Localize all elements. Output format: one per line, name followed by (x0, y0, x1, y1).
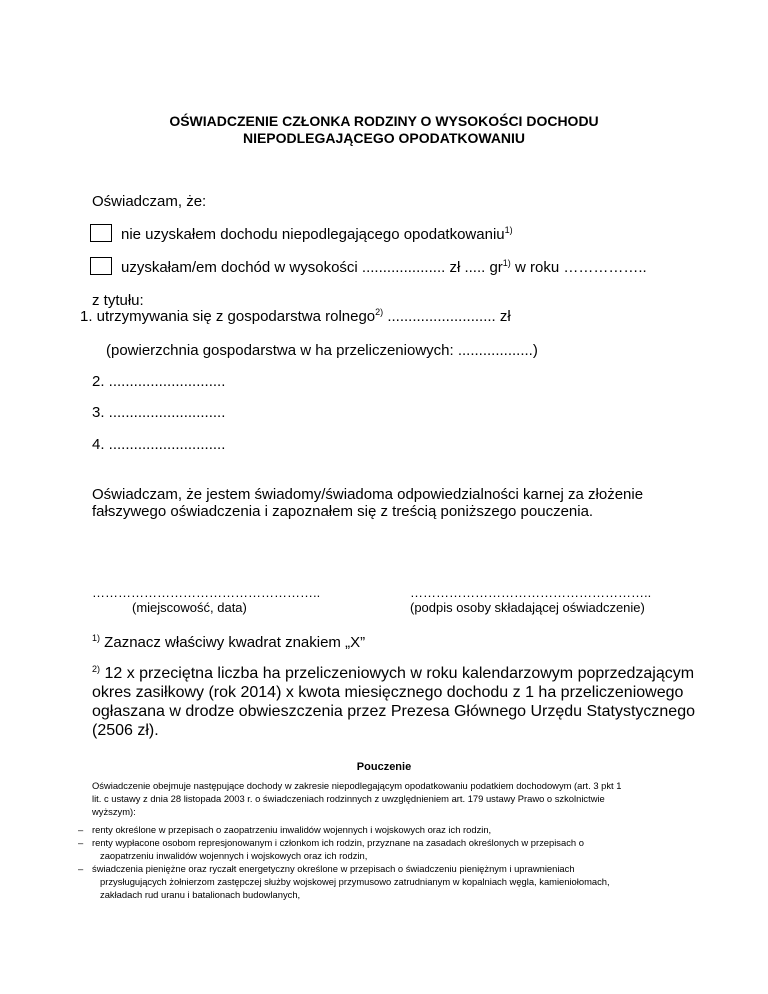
option-income-received (121, 258, 647, 277)
list-dash: – (78, 824, 84, 835)
statement-line-2: fałszywego oświadczenia i zapoznałem się z treścią poniższego pouczenia. (92, 503, 594, 520)
instruction-list (78, 823, 610, 901)
footnote-ref-2: 2) (375, 307, 384, 317)
statement-line-1: Oświadczam, że jestem świadomy/świadoma odpowiedzialności karnej za złożenie (92, 486, 644, 503)
checkbox-income-received[interactable] (90, 257, 112, 275)
instruction-item-3-line-3: zakładach rud uranu i batalionach budowlanych, (100, 889, 301, 900)
footnote-1 (92, 633, 365, 652)
option-no-income (121, 225, 513, 244)
form-title-line-2: NIEPODLEGAJĄCEGO OPODATKOWANIU (242, 130, 526, 146)
instruction-intro-line-1: Oświadczenie obejmuje następujące dochody w zakresie niepodlegającym opodatkowaniu podatkiem dochodowym (art. 3 pkt 1 (92, 780, 622, 791)
footnote-2 (92, 664, 695, 740)
instruction-intro-line-3: wyższym): (92, 806, 136, 817)
option-income-received-text: uzyskałam/em dochód w wysokości .................... zł ..... gr (121, 259, 503, 276)
checkbox-no-income[interactable] (90, 224, 112, 242)
instruction-item-2-line-2: zaopatrzeniu inwalidów wojennych i wojskowych oraz ich rodzin, (100, 850, 368, 861)
income-item-farm-text: 1. utrzymywania się z gospodarstwa rolnego (80, 308, 376, 325)
income-sources-heading: z tytułu: (92, 292, 144, 309)
footnote-2-line-2: okres zasiłkowy (rok 2014) x kwota miesięcznego dochodu z 1 ha przeliczeniowego (92, 684, 684, 701)
signature-caption: (podpis osoby składającej oświadczenie) (410, 600, 645, 615)
instruction-item-1 (78, 823, 610, 836)
instruction-item-1-line-1: renty określone w przepisach o zaopatrzeniu inwalidów wojennych i wojskowych oraz ich rodzin, (92, 824, 492, 835)
footnote-2-line-1: 12 x przeciętna liczba ha przeliczeniowych w roku kalendarzowym poprzedzającym (100, 665, 695, 682)
instruction-intro (92, 779, 621, 818)
footnote-2-line-4: (2506 zł). (92, 722, 159, 739)
option-income-year: w roku …………….. (510, 259, 647, 276)
instruction-heading: Pouczenie (356, 761, 412, 773)
place-date-caption: (miejscowość, data) (132, 600, 247, 615)
footnote-2-line-3: ogłaszana w drodze obwieszczenia przez Prezesa Głównego Urzędu Statystycznego (92, 703, 695, 720)
instruction-item-2-line-1: renty wypłacone osobom represjonowanym i członkom ich rodzin, przyznane na zasadach określonych w przepisach o (92, 837, 584, 848)
income-item-2: 2. ............................ (92, 373, 226, 390)
place-date-line[interactable]: …………………………………………….. (92, 585, 321, 600)
instruction-item-3 (78, 862, 610, 901)
list-dash: – (78, 863, 84, 874)
income-item-3: 3. ............................ (92, 404, 226, 421)
income-item-farm-amount: .......................... zł (383, 308, 511, 325)
form-title-line-1: OŚWIADCZENIE CZŁONKA RODZINY O WYSOKOŚCI DOCHODU (169, 113, 599, 129)
signature-line[interactable]: ……………………………………………….. (410, 585, 652, 600)
footnote-ref-1: 1) (504, 225, 513, 235)
declaration-intro: Oświadczam, że: (92, 193, 207, 210)
list-dash: – (78, 837, 84, 848)
income-item-farm (80, 307, 511, 326)
instruction-intro-line-2: lit. c ustawy z dnia 28 listopada 2003 r. o świadczeniach rodzinnych z uwzględnieniem art. 179 ustawy Prawo o szkolnictwie (92, 793, 605, 804)
option-no-income-text: nie uzyskałem dochodu niepodlegającego opodatkowaniu (121, 226, 505, 243)
farm-area-note: (powierzchnia gospodarstwa w ha przeliczeniowych: ..................) (106, 342, 538, 359)
footnote-1-mark: 1) (92, 633, 101, 643)
instruction-item-2 (78, 836, 610, 862)
footnote-1-text: Zaznacz właściwy kwadrat znakiem „X” (100, 634, 366, 651)
instruction-item-3-line-1: świadczenia pieniężne oraz ryczałt energetyczny określone w przepisach o świadczeniu pieniężnym i uprawnieniach (92, 863, 575, 874)
footnote-2-mark: 2) (92, 664, 101, 674)
income-item-4: 4. ............................ (92, 436, 226, 453)
instruction-item-3-line-2: przysługujących żołnierzom zastępczej służby wojskowej przymusowo zatrudnianym w kopalniach węgla, kamieniołomach, (100, 876, 610, 887)
footnote-ref-1b: 1) (502, 258, 511, 268)
